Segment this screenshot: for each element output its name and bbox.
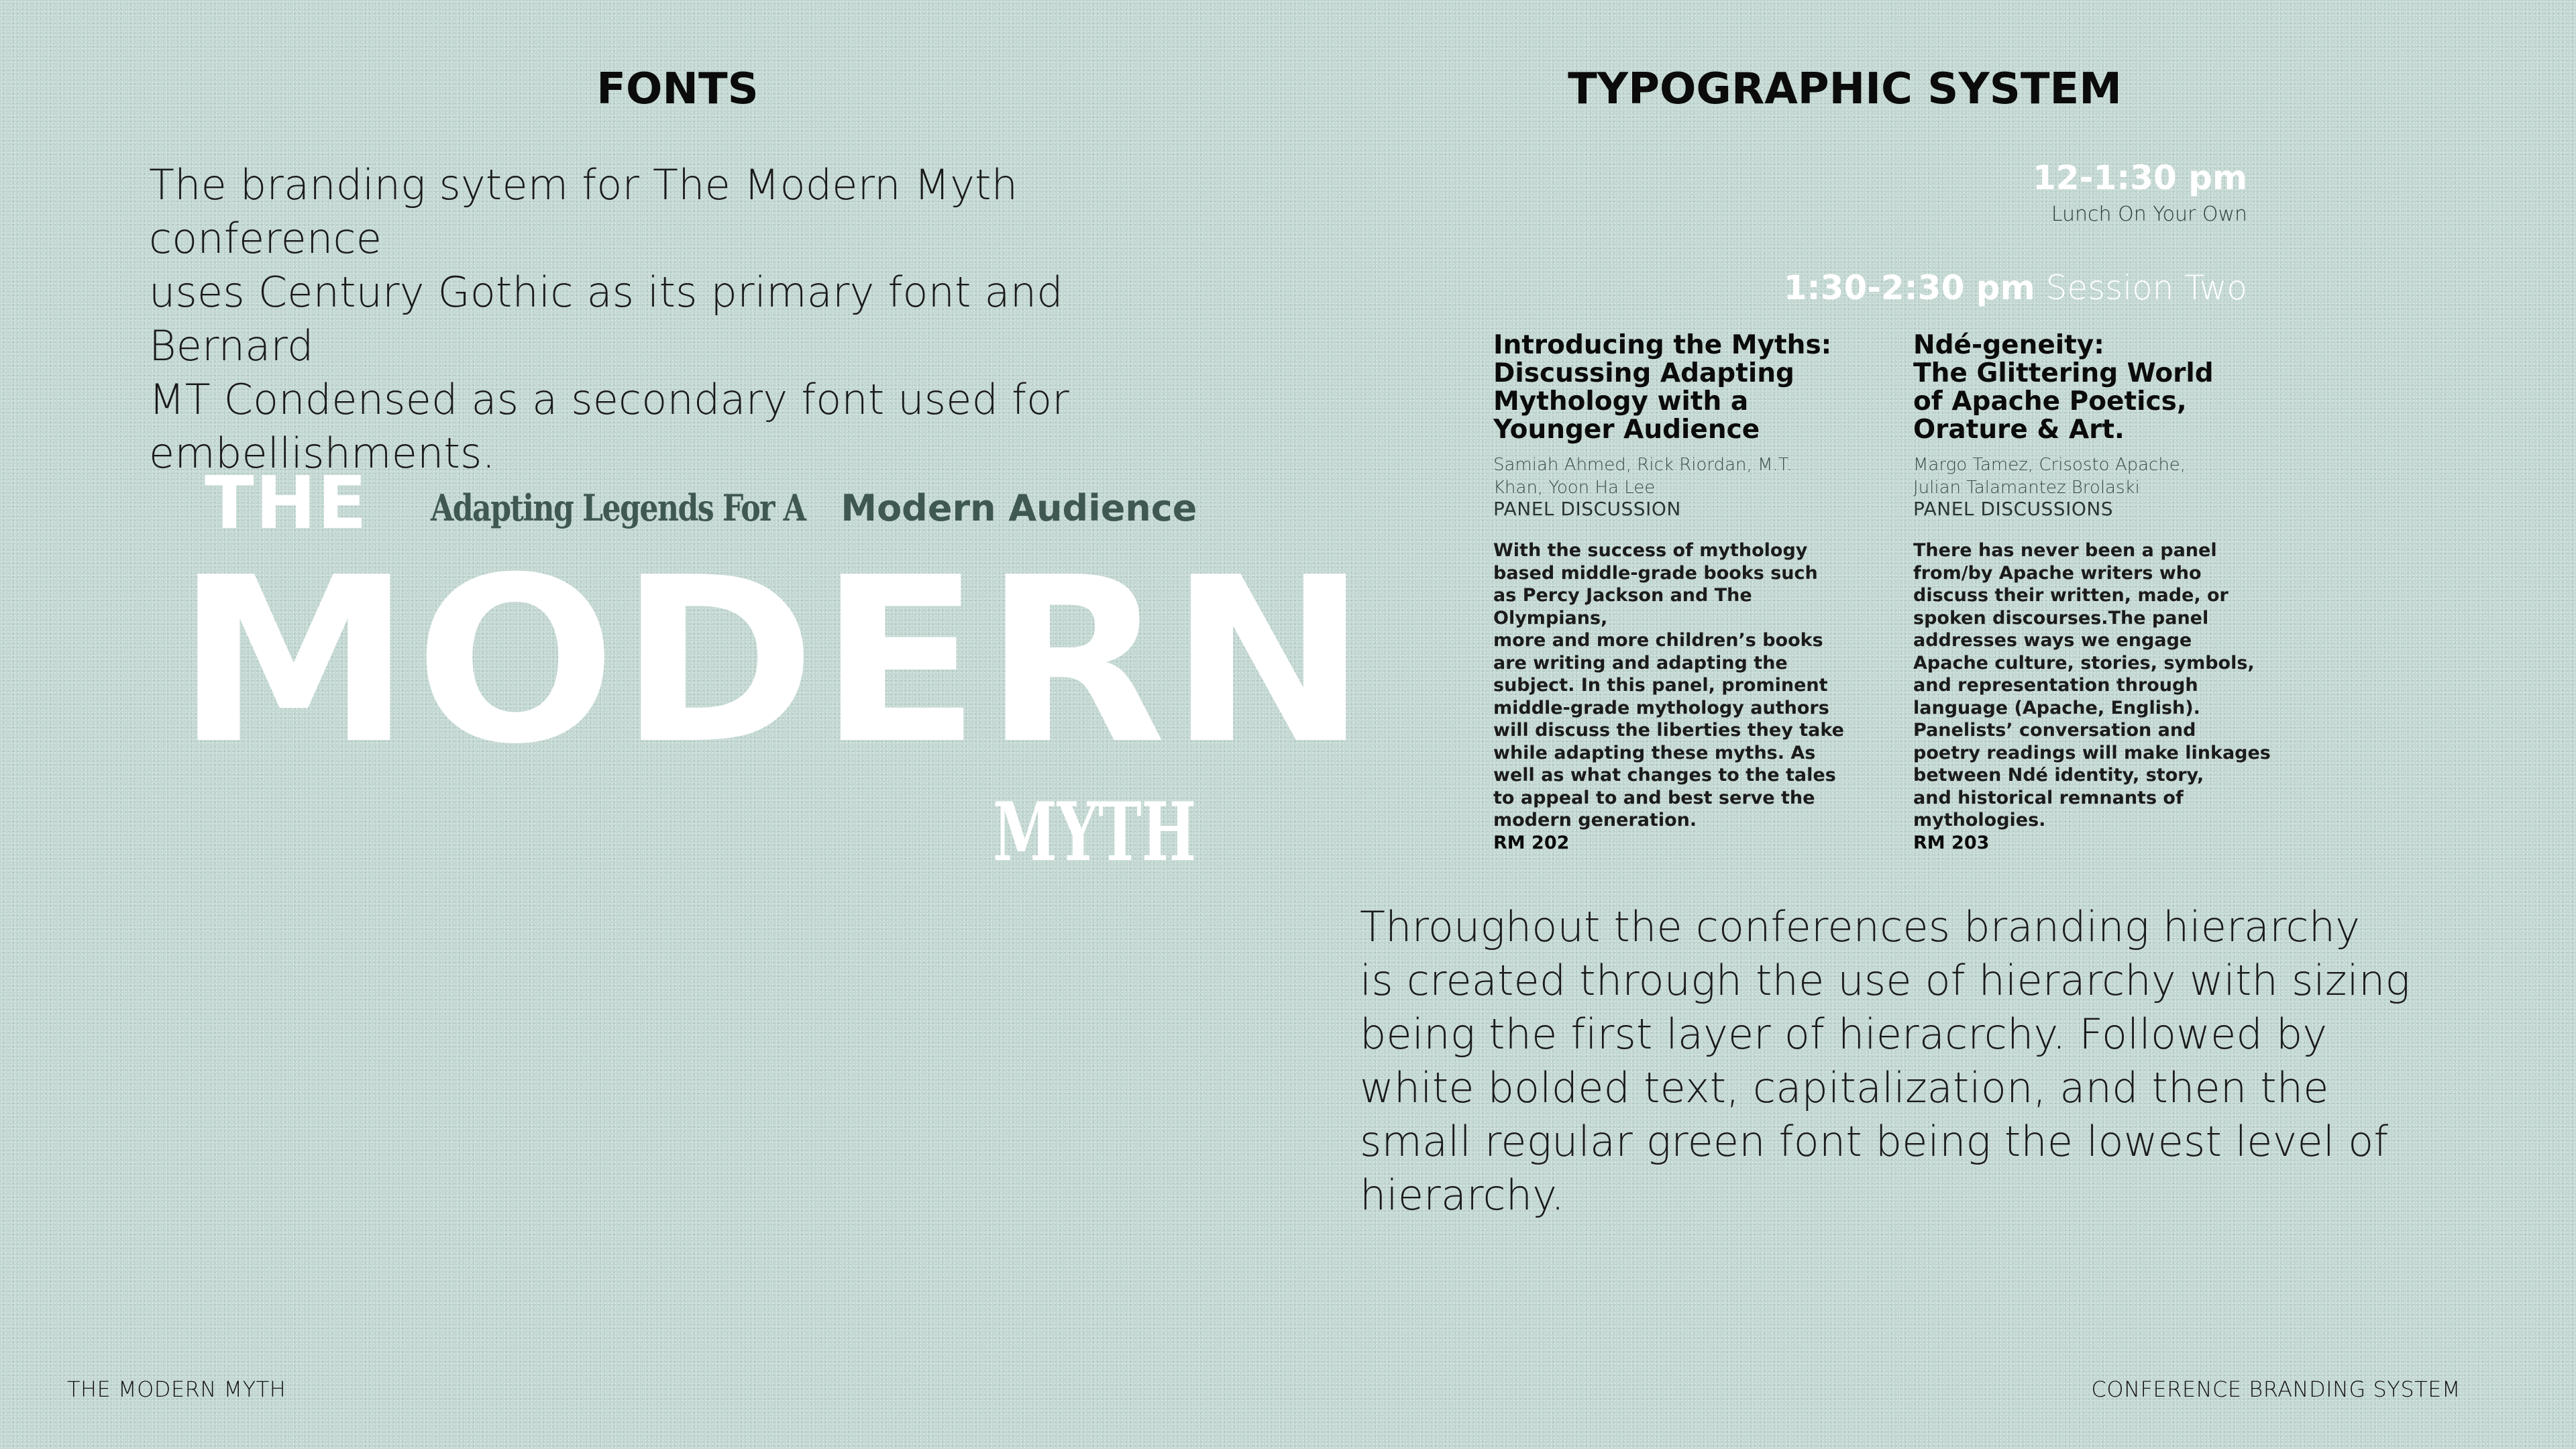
hierarchy-description-line: small regular green font being the lowest level of <box>1360 1117 2389 1166</box>
panel-description-line: are writing and adapting the <box>1493 652 1788 674</box>
typographic-system-heading: TYPOGRAPHIC SYSTEM <box>1568 64 2122 114</box>
panel-description-line: modern generation. <box>1493 810 1697 830</box>
panel-title-line: Discussing Adapting <box>1493 358 1794 388</box>
logo-tagline-serif: Adapting Legends For A <box>431 486 806 529</box>
panel-author-line: Margo Tamez, Crisosto Apache, <box>1913 455 2186 475</box>
logo-word-myth: MYTH <box>993 785 1197 879</box>
panel-type: PANEL DISCUSSIONS <box>1913 498 2114 520</box>
footer-title: THE MODERN MYTH <box>67 1377 286 1402</box>
panel-description-line: Apache culture, stories, symbols, <box>1913 652 2255 674</box>
panel-title-line: of Apache Poetics, <box>1913 386 2187 417</box>
lunch-time: 12-1:30 pm <box>2033 158 2247 197</box>
panel-description <box>1913 539 2289 832</box>
panel-author-line: Julian Talamantez Brolaski <box>1913 478 2140 498</box>
panel-card <box>1493 331 1869 854</box>
panel-author-line: Samiah Ahmed, Rick Riordan, M.T. <box>1493 455 1792 475</box>
panel-description-line: based middle-grade books such <box>1493 562 1818 584</box>
hierarchy-description-line: is created through the use of hierarchy with sizing <box>1360 956 2410 1005</box>
panel-description-line: more and more children’s books <box>1493 630 1823 651</box>
panel-description-line: middle-grade mythology authors <box>1493 697 1829 718</box>
fonts-description-line: uses Century Gothic as its primary font and Bernard <box>149 268 1063 370</box>
panel-author-line: Khan, Yoon Ha Lee <box>1493 478 1656 498</box>
logo-tagline <box>431 484 1197 530</box>
logo-word-the: THE <box>205 462 368 545</box>
panel-description-line: With the success of mythology <box>1493 540 1808 561</box>
panel-description-line: addresses ways we engage <box>1913 630 2192 651</box>
panel-description-line: language (Apache, English). <box>1913 697 2200 718</box>
panel-title-line: Introducing the Myths: <box>1493 330 1832 360</box>
hierarchy-description-line: Throughout the conferences branding hierarchy <box>1360 902 2361 951</box>
panel-description-line: well as what changes to the tales <box>1493 765 1836 786</box>
panel-description-line: spoken discourses.The panel <box>1913 607 2209 629</box>
hierarchy-description-line: white bolded text, capitalization, and then the <box>1360 1063 2329 1112</box>
fonts-description-line: embellishments. <box>149 429 496 478</box>
panel-description <box>1493 539 1869 832</box>
hierarchy-description-line: hierarchy. <box>1360 1171 1565 1220</box>
panel-description-line: and representation through <box>1913 675 2198 696</box>
session-name: Session Two <box>2045 268 2247 307</box>
panel-description-line: poetry readings will make linkages <box>1913 742 2271 763</box>
panel-type: PANEL DISCUSSION <box>1493 498 1681 520</box>
panel-authors <box>1913 453 2289 499</box>
panel-description-line: Panelists’ conversation and <box>1913 720 2196 741</box>
hierarchy-description-line: being the first layer of hieracrchy. Followed by <box>1360 1010 2328 1059</box>
panel-description-line: discuss their written, made, or <box>1913 585 2229 606</box>
footer-subtitle: CONFERENCE BRANDING SYSTEM <box>2091 1377 2461 1402</box>
panel-description-line: subject. In this panel, prominent <box>1493 675 1828 696</box>
fonts-heading: FONTS <box>596 64 759 114</box>
logo-word-modern: MODERN <box>176 529 1371 794</box>
fonts-description-line: The branding sytem for The Modern Myth conference <box>149 160 1018 263</box>
session-time: 1:30-2:30 pm <box>1783 268 2035 307</box>
fonts-description <box>149 158 1222 480</box>
panel-room: RM 202 <box>1493 832 1570 853</box>
panel-title-line: The Glittering World <box>1913 358 2214 388</box>
panel-room: RM 203 <box>1913 832 1990 853</box>
panel-description-line: between Ndé identity, story, <box>1913 765 2204 786</box>
panel-description-line: while adapting these myths. As <box>1493 742 1816 763</box>
panel-description-line: and historical remnants of <box>1913 787 2184 808</box>
panel-title-line: Younger Audience <box>1493 415 1760 445</box>
panel-description-line: to appeal to and best serve the <box>1493 787 1815 808</box>
panel-description-line: from/by Apache writers who <box>1913 562 2202 584</box>
panel-description-line: There has never been a panel <box>1913 540 2217 561</box>
panel-title <box>1913 331 2289 444</box>
panel-title-line: Ndé-geneity: <box>1913 330 2104 360</box>
panel-title-line: Mythology with a <box>1493 386 1749 417</box>
session-line <box>1784 268 2247 307</box>
panel-description-line: as Percy Jackson and The Olympians, <box>1493 585 1752 629</box>
logo-tagline-sans: Modern Audience <box>841 487 1197 529</box>
panel-title-line: Orature & Art. <box>1913 415 2125 445</box>
panel-description-line: will discuss the liberties they take <box>1493 720 1844 741</box>
lunch-label: Lunch On Your Own <box>2051 203 2247 226</box>
hierarchy-description <box>1360 900 2467 1222</box>
panel-card <box>1913 331 2289 854</box>
panel-description-line: mythologies. <box>1913 810 2046 830</box>
fonts-description-line: MT Condensed as a secondary font used for <box>149 375 1069 424</box>
panel-title <box>1493 331 1869 444</box>
panel-authors <box>1493 453 1869 499</box>
